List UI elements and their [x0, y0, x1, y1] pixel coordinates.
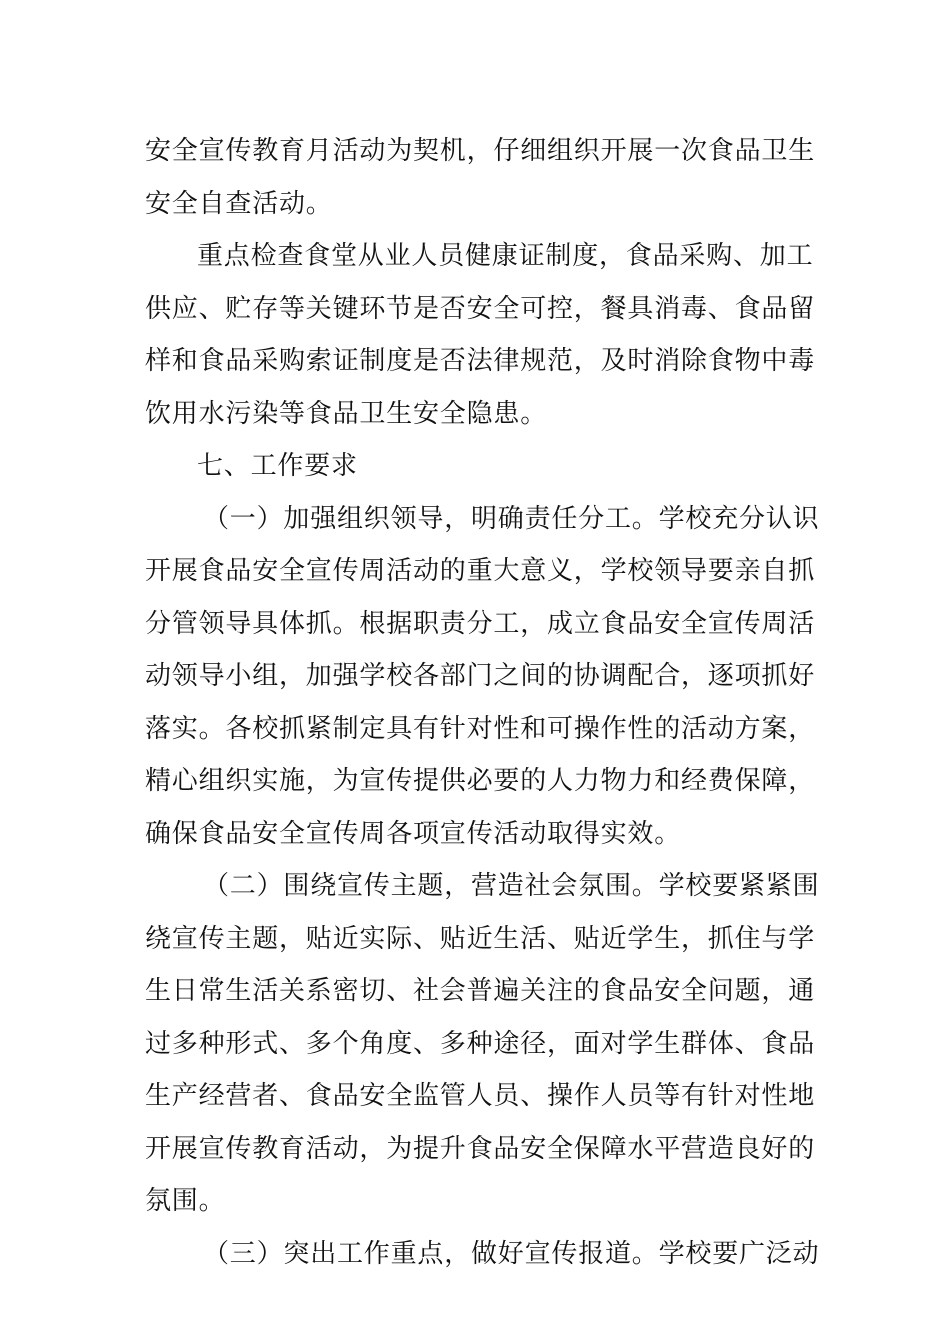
paragraph-line: 开展食品安全宣传周活动的重大意义，学校领导要亲自抓 — [145, 556, 816, 586]
paragraph-line: 精心组织实施，为宣传提供必要的人力物力和经费保障， — [145, 766, 816, 796]
paragraph-line: 供应、贮存等关键环节是否安全可控，餐具消毒、食品留 — [145, 293, 816, 324]
paragraph-line: 安全自查活动。 — [145, 188, 333, 219]
paragraph-line: 重点检查食堂从业人员健康证制度，食品采购、加工 — [197, 241, 814, 271]
paragraph-line: 生产经营者、食品安全监管人员、操作人员等有针对性地 — [145, 1081, 816, 1111]
paragraph-line: 分管领导具体抓。根据职责分工，成立食品安全宣传周活 — [145, 608, 816, 639]
paragraph-line: 开展宣传教育活动，为提升食品安全保障水平营造良好的 — [145, 1133, 816, 1164]
paragraph-line: 落实。各校抓紧制定具有针对性和可操作性的活动方案， — [145, 713, 816, 744]
paragraph-line: （三）突出工作重点，做好宣传报道。学校要广泛动 — [203, 1238, 820, 1269]
paragraph-line: 确保食品安全宣传周各项宣传活动取得实效。 — [145, 818, 682, 849]
paragraph-line: （一）加强组织领导，明确责任分工。学校充分认识 — [203, 503, 820, 534]
document-body — [145, 125, 820, 1280]
section-heading: 七、工作要求 — [197, 451, 358, 481]
paragraph-line: 过多种形式、多个角度、多种途径，面对学生群体、食品 — [145, 1028, 816, 1059]
paragraph-line: 安全宣传教育月活动为契机，仔细组织开展一次食品卫生 — [145, 136, 816, 166]
paragraph-line: 样和食品采购索证制度是否法律规范，及时消除食物中毒 — [145, 346, 816, 376]
paragraph-line: 饮用水污染等食品卫生安全隐患。 — [145, 398, 548, 429]
paragraph-line: 氛围。 — [145, 1186, 226, 1216]
paragraph-line: 生日常生活关系密切、社会普遍关注的食品安全问题，通 — [145, 976, 816, 1006]
paragraph-line: 绕宣传主题，贴近实际、贴近生活、贴近学生，抓住与学 — [145, 923, 816, 954]
paragraph-line: （二）围绕宣传主题，营造社会氛围。学校要紧紧围 — [203, 871, 820, 901]
paragraph-line: 动领导小组，加强学校各部门之间的协调配合，逐项抓好 — [145, 661, 816, 691]
